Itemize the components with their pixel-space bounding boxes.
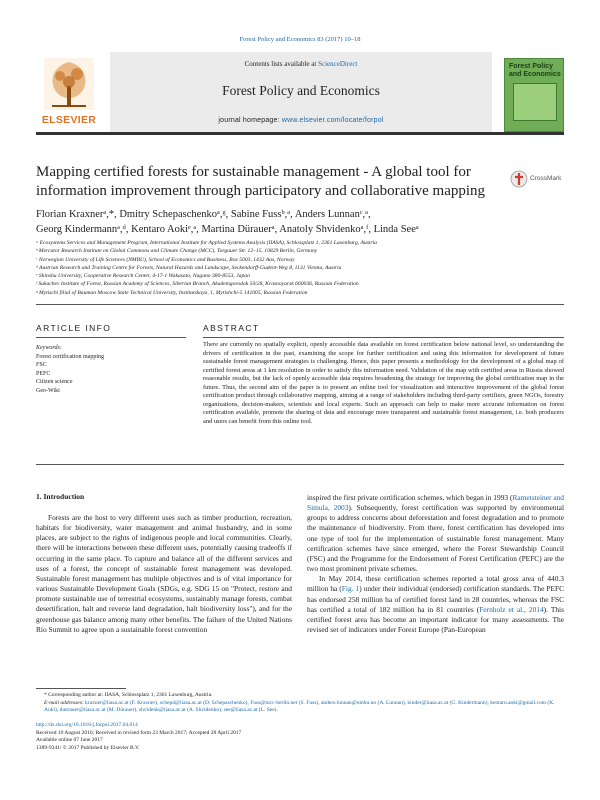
intro-left-column bbox=[36, 513, 292, 635]
article-info-heading: ARTICLE INFO bbox=[36, 323, 112, 333]
copyright: 1389-9341/ © 2017 Published by Elsevier B.V. bbox=[36, 744, 140, 751]
crossmark-badge[interactable] bbox=[510, 164, 570, 194]
email-links[interactable]: kraxner@iiasa.ac.at (F. Kraxner), schepd@iiasa.ac.at (D. Schepaschenko), Fuss@mcc-berlin.net (S. Fuss), anders.lunnan@nmbu.no (A. Lunnan), kinder@iiasa.ac.at (G. Kindermann), kentaro.aoki@gmail.com (K. Aoki), duerauer@iiasa.ac.at (M. Dürauer), shvidenk@iiasa.ac.at (A. Shvidenko), see@iiasa.ac.at (L. See). bbox=[44, 699, 555, 714]
divider bbox=[36, 304, 564, 305]
email-addresses: E-mail addresses: kraxner@iiasa.ac.at (F. Kraxner), schepd@iiasa.ac.at (D. Schepaschenko), Fuss@mcc-berlin.net (S. Fuss), anders.lunnan@nmbu.no (A. Lunnan), kinder@iiasa.ac.at (G. Kindermann), kentaro.aoki@gmail.com (K. Aoki), duerauer@iiasa.ac.at (M. Dürauer), shvidenk@iiasa.ac.at (A. Shvidenko), see@iiasa.ac.at (L. See). bbox=[44, 699, 555, 714]
journal-reference[interactable]: Forest Policy and Economics 83 (2017) 10–18 bbox=[239, 36, 361, 43]
affiliation: ᵍ Mytischi filial of Bauman Moscow State Technical University, Institutskaya, 1, Mytishchi-5 141005, Russian Federation bbox=[36, 289, 308, 296]
paragraph: Forests are the host to very different uses such as timber production, recreation, habitats for biodiversity, water management and animal husbandry, and in some places, are subject to the rights of indigenous people and local communities. Clearly, there will be interactions between these different uses, potentially causing tradeoffs if occurring in the same place. To capture and balance all of the different services and uses of a forest, the concept of sustainable forest management was developed. Sustainable forest management has multiple objectives and is of vital importance for various Sustainable Development Goals (SDGs, e.g. SDG 15 on "Protect, restore and promote sustainable use of terrestrial ecosystems, sustainably manage forests, combat desertification, halt and reverse land degradation, halt biodiversity loss"), and for the greenhouse gas balance among many other benefits. The failure of the United Nations Rio Summit to agree upon a sustainable forest convention bbox=[36, 513, 292, 634]
affiliation: ᵈ Austrian Research and Training Centre for Forests, Natural Hazards and Landscape, Seckendorff-Gudent-Weg 8, 1131 Vienna, Austria bbox=[36, 264, 342, 271]
keyword: FSC bbox=[36, 362, 47, 369]
keyword-list bbox=[36, 353, 104, 395]
affiliation: ᶠ Sukachev Institute of Forest, Russian Academy of Sciences, Siberian Branch, Akademgorodok 50/28, Krasnoyarsk 660036, Russian Federation bbox=[36, 281, 359, 288]
crossmark-label: CrossMark bbox=[530, 175, 562, 182]
elsevier-tree-icon bbox=[44, 58, 94, 110]
keywords-label: Keywords: bbox=[36, 345, 62, 351]
paragraph: In May 2014, these certification schemes reported a total gross area of 440.3 million ha (Fig. 1) under their individual (endorsed) certification standards. The PEFC has endorsed 258 million ha of certified forest land in 28 countries, whereas the FSC has certified a total of 182 million ha in 81 countries (Fernholz et al., 2014). This certified forest area has become an important indicator for many assessments. The revised set of indicators under Forest Europe (Pan-European bbox=[307, 574, 565, 635]
section-heading-introduction: 1. Introduction bbox=[36, 492, 85, 501]
authors-line-2: Georg Kindermannᵃ,ᵈ, Kentaro Aokiᵉ,ᵃ, Martina Dürauerᵃ, Anatoly Shvidenkoᵃ,ᶠ, Linda Seeᵃ bbox=[36, 224, 419, 235]
affiliation: ᵇ Mercator Research Institute on Global Commons and Climate Change (MCC), Torgauer Str. 12–15, 10829 Berlin, Germany bbox=[36, 248, 318, 255]
author-list bbox=[36, 207, 564, 237]
citation-link[interactable]: Rametsteiner and Simula, 2003 bbox=[307, 493, 564, 513]
cover-image bbox=[513, 83, 557, 121]
contents-line: Contents lists available at ScienceDirect bbox=[244, 60, 358, 68]
intro-right-column bbox=[307, 493, 564, 635]
received-dates: Received 10 August 2016; Received in revised form 23 March 2017; Accepted 28 April 2017 bbox=[36, 729, 242, 736]
paragraph: inspired the first private certification schemes, which began in 1993 (Rametsteiner and Simula, 2003). Subsequently, forest certification was supported by environmental groups to address concerns about deforestation and forest degradation and to promote the maintenance of biodiversity. From there, forest certification has developed into one type of tool for the implementation of sustainable forest management. Many certification schemes have since emerged, where the Forest Stewardship Council (FSC) and the Programme for the Endorsement of Forest Certification (PEFC) are the two most prominent private schemes. bbox=[307, 493, 564, 574]
abstract-heading: ABSTRACT bbox=[203, 323, 260, 333]
affiliations bbox=[36, 239, 564, 297]
crossmark-icon bbox=[510, 170, 528, 188]
publication-info bbox=[36, 722, 564, 752]
footnotes bbox=[36, 692, 564, 715]
affiliation: ᵉ Shinshu University, Cooperative Research Center, 4-17-1 Wakasato, Nagano 380-8553, Japan bbox=[36, 273, 250, 280]
keyword: PEFC bbox=[36, 370, 51, 377]
doi-link[interactable]: http://dx.doi.org/10.1016/j.forpol.2017.04.014 bbox=[36, 722, 138, 728]
affiliation: ᵃ Ecosystems Services and Management Program, International Institute for Applied Systems Analysis (IIASA), Schlossplatz 1, 2361 Laxenburg, Austria bbox=[36, 240, 377, 246]
figure-link[interactable]: Fig. 1 bbox=[341, 584, 360, 594]
footnote-divider bbox=[36, 688, 126, 689]
cover-title: Forest Policy and Economics bbox=[509, 63, 561, 78]
keyword: Forest certification mapping bbox=[36, 354, 104, 360]
corresponding-author: * Corresponding author at: IIASA, Schlossplatz 1, 2361 Laxenburg, Austria. bbox=[44, 692, 213, 698]
affiliation: ᶜ Norwegian University of Life Sciences (NMBU), School of Economics and Business, Box 5003, 1432 Aas, Norway bbox=[36, 256, 295, 263]
keyword: Citizen science bbox=[36, 379, 73, 386]
elsevier-wordmark: ELSEVIER bbox=[41, 114, 97, 126]
divider bbox=[36, 337, 186, 338]
elsevier-logo bbox=[38, 58, 100, 126]
article-title: Mapping certified forests for sustainable management - A global tool for information improvement through participatory and collaborative mapping bbox=[36, 164, 486, 199]
journal-cover-thumbnail[interactable] bbox=[504, 58, 564, 132]
abstract-text: There are currently no spatially explicit, openly accessible data available on forest certification below national level, so understanding the drivers of certification in the past, examining the scope for further certification and using this information for development of future sustainable forest management strategies is challenging. Hence, this paper presents a methodology for the development of a global map of certified forest areas at 1 km resolution in order to satisfy this information need. Validation of the map with certified areas in Russia showed reasonable results, but the lack of openly accessible data requires broadening the strategy for improving the global certification map in the future. Thus, the second aim of the paper is to present an online tool for visualization and interactive improvement of the global forest certification product through collaborative mapping, aiming at a range of stakeholders including third-party certifiers, green NGOs, forestry organizations, decision-makers, scientists and local experts. Such an approach can help to make more accurate information on forest certification available, promote the sharing of data and encourage more transparent and sustainable forest management, i.e. both producers and users can benefit from this online tool. bbox=[203, 341, 564, 425]
divider bbox=[36, 464, 564, 465]
sciencedirect-link[interactable]: ScienceDirect bbox=[318, 60, 358, 68]
keyword: Geo-Wiki bbox=[36, 387, 60, 394]
journal-homepage: journal homepage: www.elsevier.com/locate/forpol bbox=[218, 117, 384, 124]
citation-link[interactable]: Fernholz et al., 2014 bbox=[479, 604, 544, 614]
homepage-link[interactable]: www.elsevier.com/locate/forpol bbox=[281, 117, 384, 124]
journal-title: Forest Policy and Economics bbox=[222, 83, 380, 98]
authors-line-1: Florian Kraxnerᵃ,*, Dmitry Schepaschenkoᵃ,ᵍ, Sabine Fussᵇ,ᵃ, Anders Lunnanᶜ,ᵃ, bbox=[36, 209, 371, 220]
divider bbox=[203, 337, 564, 338]
available-online: Available online 07 June 2017 bbox=[36, 737, 103, 744]
